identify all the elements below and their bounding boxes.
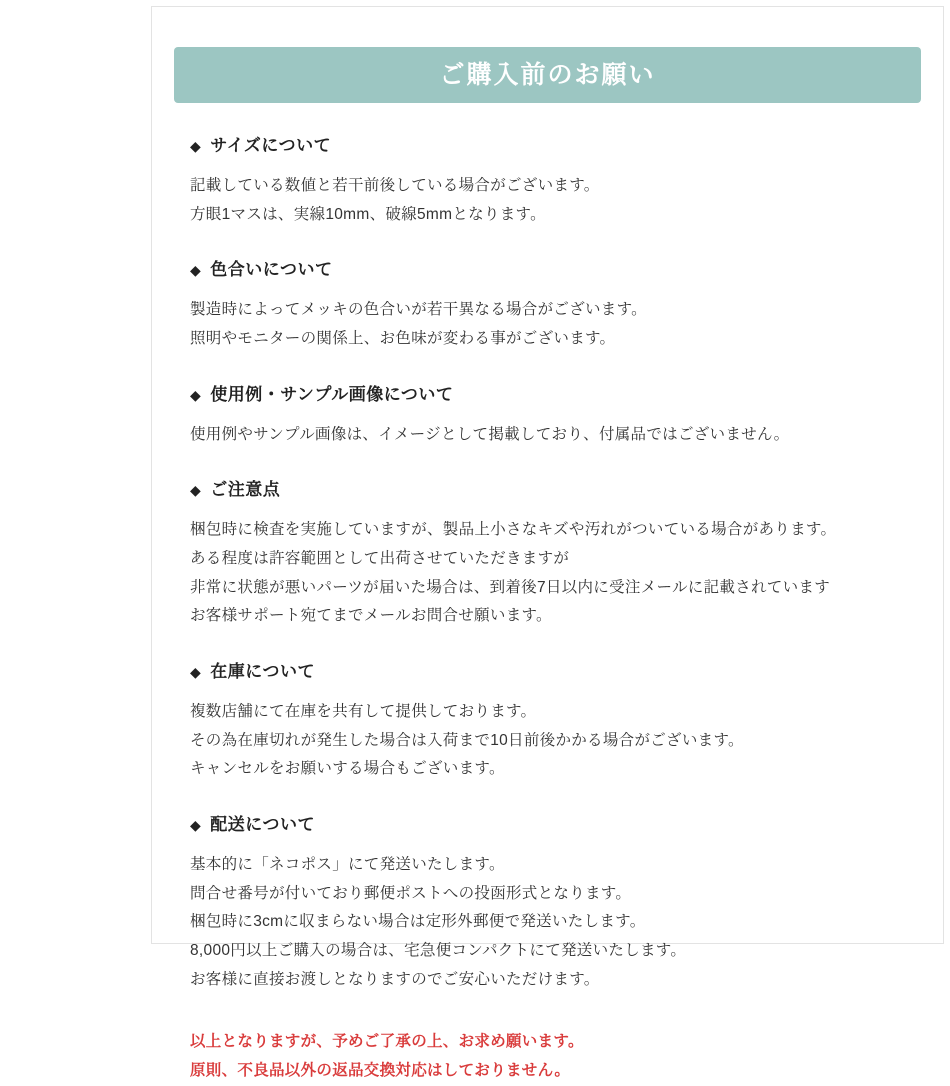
body-line: お客様サポート宛てまでメールお問合せ願います。: [190, 607, 552, 625]
section-heading-label: 配送について: [210, 815, 315, 835]
section-body: [190, 851, 919, 994]
section-shipping: [176, 810, 919, 994]
section-body: [190, 516, 919, 631]
section-heading-label: 使用例・サンプル画像について: [210, 384, 454, 404]
body-line: 非常に状態が悪いパーツが届いた場合は、到着後7日以内に受注メールに記載されています: [190, 578, 830, 596]
notice-content: [174, 131, 921, 1086]
card-inner: [152, 7, 943, 1086]
diamond-icon: ◆: [190, 664, 202, 681]
diamond-icon: ◆: [190, 386, 202, 403]
section-body: [190, 698, 919, 784]
body-line: 照明やモニターの関係上、お色味が変わる事がございます。: [190, 330, 616, 348]
section-heading: [190, 131, 919, 156]
body-line: お客様に直接お渡しとなりますのでご安心いただけます。: [190, 970, 600, 988]
section-heading: [190, 810, 919, 835]
body-line: ある程度は許容範囲として出荷させていただきますが: [190, 550, 570, 568]
section-heading: [190, 380, 919, 405]
section-heading-label: 在庫について: [210, 662, 315, 682]
body-line: 複数店舗にて在庫を共有して提供しております。: [190, 703, 537, 721]
section-sample-image: [176, 380, 919, 450]
section-stock: [176, 657, 919, 784]
section-body: [190, 172, 919, 229]
footnote-warning: [190, 1028, 919, 1085]
section-size: [176, 131, 919, 229]
section-body: [190, 296, 919, 353]
section-heading-label: ご注意点: [210, 480, 281, 500]
body-line: 方眼1マスは、実線10mm、破線5mmとなります。: [190, 205, 546, 223]
section-caution: [176, 475, 919, 631]
banner-header: [174, 47, 921, 103]
page-title: ご購入前のお願い: [439, 60, 656, 89]
footnote-line: 原則、不良品以外の返品交換対応はしておりません。: [190, 1062, 571, 1080]
diamond-icon: ◆: [190, 262, 202, 279]
section-heading-label: サイズについて: [210, 136, 332, 155]
section-color: [176, 255, 919, 353]
section-heading-label: 色合いについて: [210, 260, 333, 280]
body-line: 8,000円以上ご購入の場合は、宅急便コンパクトにて発送いたします。: [190, 942, 687, 960]
body-line: 記載している数値と若干前後している場合がございます。: [190, 177, 600, 194]
diamond-icon: ◆: [190, 138, 202, 154]
notice-card: [151, 6, 944, 1080]
body-line: その為在庫切れが発生した場合は入荷まで10日前後かかる場合がございます。: [190, 731, 744, 749]
body-line: 梱包時に3cmに収まらない場合は定形外郵便で発送いたします。: [190, 913, 646, 931]
body-line: 梱包時に検査を実施していますが、製品上小さなキズや汚れがついている場合があります。: [190, 521, 837, 539]
body-line: キャンセルをお願いする場合もございます。: [190, 760, 505, 778]
footnote-line: 以上となりますが、予めご了承の上、お求め願います。: [190, 1033, 584, 1051]
section-heading: [190, 255, 919, 280]
body-line: 製造時によってメッキの色合いが若干異なる場合がございます。: [190, 301, 647, 319]
section-heading: [190, 657, 919, 682]
body-line: 問合せ番号が付いており郵便ポストへの投函形式となります。: [190, 884, 632, 902]
section-body: [190, 421, 919, 450]
body-line: 基本的に「ネコポス」にて発送いたします。: [190, 856, 505, 874]
section-heading: [190, 475, 919, 500]
diamond-icon: ◆: [190, 482, 202, 499]
diamond-icon: ◆: [190, 817, 202, 834]
body-line: 使用例やサンプル画像は、イメージとして掲載しており、付属品ではございません。: [190, 425, 790, 443]
